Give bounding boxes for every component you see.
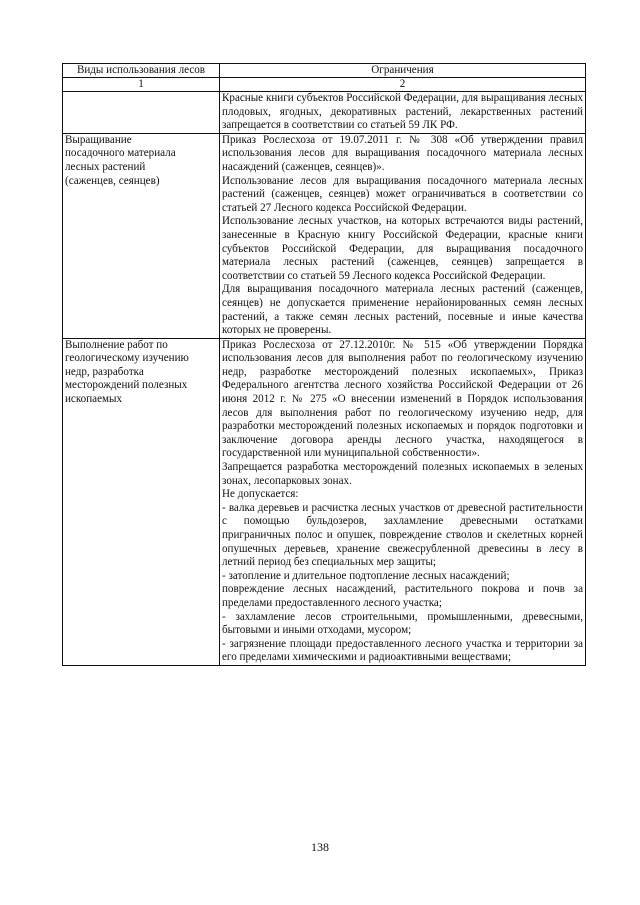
row-type-label: Выполнение работ по геологическому изучению недр, разработка месторождений полезных ископаемых: [65, 338, 189, 406]
restriction-paragraph: - валка деревьев и расчистка лесных участков от древесной растительности с помощью бульдозеров, захламление древесными остатками приграничных полос и опушек, повреждение стволов и скелетных корней опушечных деревьев, хранение свежесрубленной древесины в лесу в летний период без специальных мер защиты;: [222, 501, 583, 569]
restriction-paragraph: Приказ Рослесхоза от 19.07.2011 г. № 308 «Об утверждении правил использования лесов для выращивания посадочного материала лесных насаждений (саженцев, сеянцев)».: [222, 133, 583, 173]
restriction-paragraph: - загрязнение площади предоставленного лесного участка и территории за его пределами химическими и радиоактивными веществами;: [222, 637, 583, 664]
row-restriction-cell: [220, 338, 586, 665]
row-restriction-cell: [220, 133, 586, 338]
row-type-cell: [63, 92, 220, 134]
restriction-paragraph: Не допускается:: [222, 488, 299, 501]
restriction-paragraph: Для выращивания посадочного материала лесных растений (саженцев, сеянцев) не допускается применение нерайонированных семян лесных растений, а также семян лесных растений, посевные и иные качества которых не проверены.: [222, 283, 583, 337]
restriction-paragraph: Использование лесных участков, на которых встречаются виды растений, занесенные в Красную книгу Российской Федерации, красные книги субъектов Российской Федерации, для выращивания посадочного материала лесных растений (саженцев, сеянцев) запрещается в соответствии со статьей 59 Лесного кодекса Российской Федерации.: [222, 215, 583, 282]
table-row: [63, 338, 586, 665]
row-type-cell: [63, 338, 220, 665]
header-cell-restrictions: Ограничения: [220, 64, 586, 78]
row-type-cell: [63, 133, 220, 338]
column-number-1: 1: [63, 78, 220, 92]
restriction-paragraph: - затопление и длительное подтопление лесных насаждений;: [222, 569, 510, 582]
header-cell-type: Виды использования лесов: [63, 64, 220, 78]
column-number-row: [63, 78, 586, 92]
row-restriction-cell: [220, 92, 586, 134]
table-row: [63, 133, 586, 338]
row-type-label: Выращивание посадочного материала лесных растений (саженцев, сеянцев): [65, 133, 176, 187]
restriction-paragraph: повреждение лесных насаждений, растительного покрова и почв за пределами предоставленного лесного участка;: [222, 583, 583, 609]
header-row: [63, 64, 586, 78]
column-number-2: 2: [220, 78, 586, 92]
restriction-paragraph: - захламление лесов строительными, промышленными, древесными, бытовыми и иными отходами, мусором;: [222, 610, 583, 637]
table-row: [63, 92, 586, 134]
restriction-paragraph: Запрещается разработка месторождений полезных ископаемых в зеленых зонах, лесопарковых зонах.: [222, 461, 583, 487]
restrictions-table: [62, 63, 586, 666]
page-number: 138: [311, 840, 329, 854]
restriction-paragraph: Использование лесов для выращивания посадочного материала лесных растений (саженцев, сеянцев) может ограничиваться в соответствии со статьей 27 Лесного кодекса Российской Федерации.: [222, 174, 583, 214]
restriction-paragraph: Приказ Рослесхоза от 27.12.2010г. № 515 «Об утверждении Порядка использования лесов для выполнения работ по геологическому изучению недр, разработке месторождений полезных ископаемых», Приказ Федерального агентства лесного хозяйства Российской Федерации от 26 июня 2012 г. № 275 «О внесении изменений в Порядок использования лесов для выполнения работ по геологическому изучению недр, для разработки месторождений полезных ископаемых и порядок подготовки и заключение договора аренды лесного участка, находящегося в государственной или муниципальной собственности».: [222, 338, 583, 460]
restriction-paragraph: Красные книги субъектов Российской Федерации, для выращивания лесных плодовых, ягодных, декоративных растений, лекарственных растений запрещается в соответствии со статьей 59 ЛК РФ.: [222, 92, 583, 132]
